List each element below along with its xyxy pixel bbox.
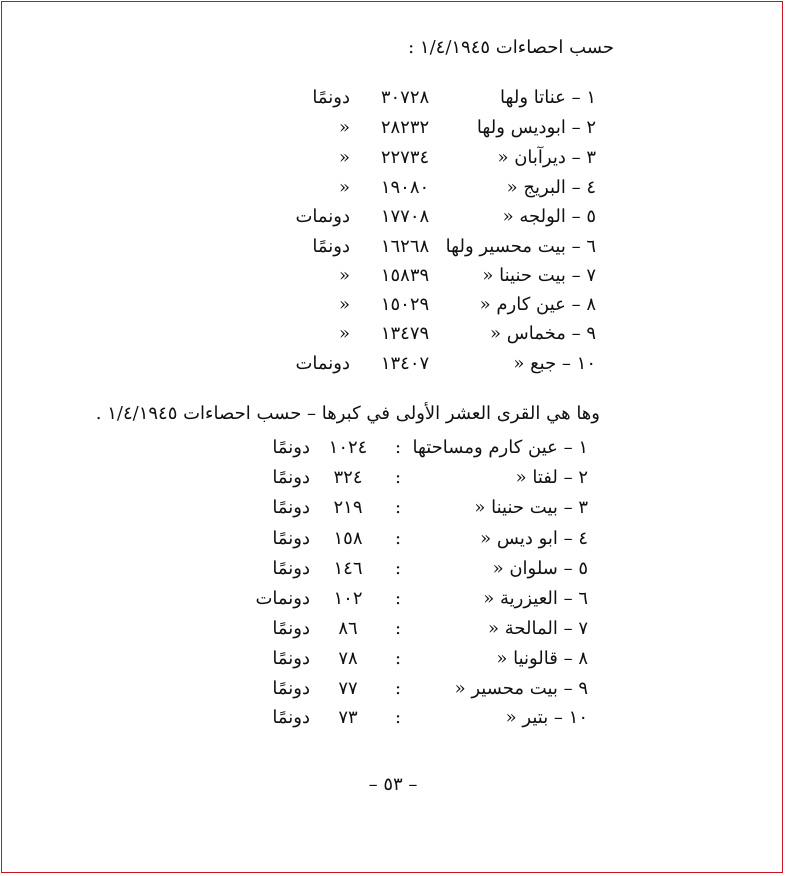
heading-top: حسب احصاءات ١/٤/١٩٤٥ :: [408, 37, 614, 58]
unit-label: دونمًا: [312, 236, 350, 257]
unit-label: «: [338, 147, 350, 168]
village-label: ٥ – الولجه «: [502, 206, 596, 227]
village-label: ٣ – بيت حنينا «: [474, 497, 588, 518]
area-value: ١٧٧٠٨: [380, 206, 430, 227]
village-label: ٦ – بيت محسير ولها: [445, 236, 596, 257]
unit-label: «: [338, 177, 350, 198]
area-value: ١٥٨٣٩: [380, 265, 430, 286]
village-label: ٨ – عين كارم «: [479, 294, 596, 315]
village-label: ٧ – المالحة «: [488, 618, 588, 639]
area-value: ١٥٨: [333, 528, 363, 549]
village-label: ٢ – ابوديس ولها: [476, 117, 596, 138]
unit-label: دونمات: [295, 353, 350, 374]
area-value: ١٩٠٨٠: [380, 177, 430, 198]
area-value: ١٥٠٢٩: [380, 294, 430, 315]
unit-label: دونمًا: [272, 467, 310, 488]
separator: :: [394, 437, 402, 458]
area-value: ١٣٤٧٩: [380, 323, 430, 344]
area-value: ٢٢٧٣٤: [380, 147, 430, 168]
unit-label: دونمًا: [272, 618, 310, 639]
unit-label: دونمًا: [272, 648, 310, 669]
separator: :: [394, 497, 402, 518]
separator: :: [394, 648, 402, 669]
village-label: ٦ – العيزرية «: [483, 588, 588, 609]
area-value: ١٦٢٦٨: [380, 236, 430, 257]
separator: :: [394, 618, 402, 639]
area-value: ٢٨٢٣٢: [380, 117, 430, 138]
area-value: ٧٨: [338, 648, 358, 669]
unit-label: «: [338, 294, 350, 315]
area-value: ١٤٦: [333, 558, 363, 579]
unit-label: «: [338, 323, 350, 344]
page-number: – ٥٣ –: [368, 774, 418, 795]
unit-label: دونمًا: [272, 497, 310, 518]
unit-label: دونمًا: [312, 87, 350, 108]
unit-label: دونمًا: [272, 528, 310, 549]
separator: :: [394, 467, 402, 488]
village-label: ١٠ – بتير «: [505, 707, 588, 728]
village-label: ٤ – البريج «: [506, 177, 596, 198]
village-label: ٥ – سلوان «: [492, 558, 588, 579]
unit-label: دونمات: [255, 588, 310, 609]
area-value: ١٠٢: [333, 588, 363, 609]
separator: :: [394, 588, 402, 609]
area-value: ٨٦: [338, 618, 358, 639]
area-value: ٧٧: [338, 678, 358, 699]
village-label: ١٠ – جبع «: [513, 353, 596, 374]
area-value: ٣٢٤: [333, 467, 363, 488]
village-label: ١ – عناتا ولها: [500, 87, 596, 108]
separator: :: [394, 678, 402, 699]
area-value: ١٠٢٤: [328, 437, 368, 458]
village-label: ١ – عين كارم ومساحتها: [412, 437, 588, 458]
village-label: ٤ – ابو ديس «: [480, 528, 588, 549]
separator: :: [394, 558, 402, 579]
area-value: ١٣٤٠٧: [380, 353, 430, 374]
unit-label: دونمًا: [272, 437, 310, 458]
village-label: ٧ – بيت حنينا «: [482, 265, 596, 286]
unit-label: دونمًا: [272, 558, 310, 579]
village-label: ٩ – مخماس «: [490, 323, 596, 344]
area-value: ٢١٩: [333, 497, 363, 518]
unit-label: دونمات: [295, 206, 350, 227]
village-label: ٣ – ديرآبان «: [497, 147, 596, 168]
unit-label: دونمًا: [272, 678, 310, 699]
separator: :: [394, 528, 402, 549]
village-label: ٩ – بيت محسير «: [454, 678, 588, 699]
village-label: ٨ – قالونيا «: [496, 648, 588, 669]
unit-label: «: [338, 265, 350, 286]
area-value: ٧٣: [338, 707, 358, 728]
separator: :: [394, 707, 402, 728]
unit-label: «: [338, 117, 350, 138]
area-value: ٣٠٧٢٨: [380, 87, 430, 108]
village-label: ٢ – لفتا «: [515, 467, 588, 488]
heading-mid: وها هي القرى العشر الأولى في كبرها – حسب احصاءات ١/٤/١٩٤٥ .: [95, 403, 600, 424]
unit-label: دونمًا: [272, 707, 310, 728]
